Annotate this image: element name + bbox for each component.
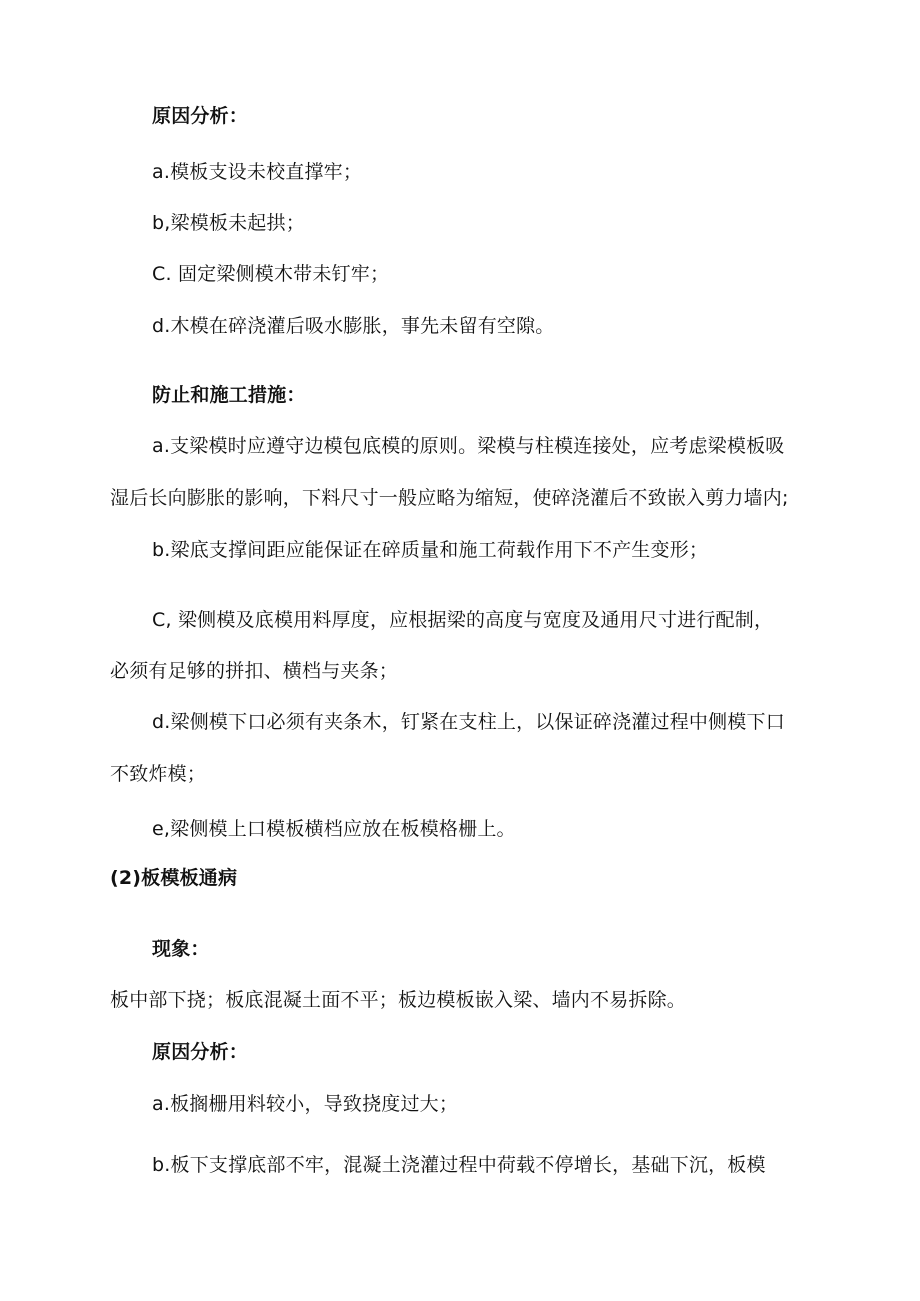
cause-item-b: b,梁模板未起拱； [152,212,305,234]
measure-item-c-line2: 必须有足够的拼扣、横档与夹条； [110,660,399,682]
section-heading-phenomenon: 现象： [152,938,210,960]
section-heading-slab-formwork: (2)板模板通病 [110,867,238,889]
phenomenon-text: 板中部下挠；板底混凝土面不平；板边模板嵌入梁、墙内不易拆除。 [110,989,687,1011]
measure-item-d-line1: d.梁侧模下口必须有夹条木，钉紧在支柱上，以保证碎浇灌过程中侧模下口 [152,711,785,733]
measure-item-c-line1: C, 梁侧模及底模用料厚度，应根据梁的高度与宽度及通用尺寸进行配制， [152,609,774,631]
measure-item-d-line2: 不致炸模； [110,763,207,785]
section-heading-cause-analysis: 原因分析： [152,105,249,127]
cause-item-d: d.木模在碎浇灌后吸水膨胀，事先未留有空隙。 [152,315,555,337]
cause-item-a: a.模板支设未校直撑牢； [152,161,363,183]
measure-item-b: b.梁底支撑间距应能保证在碎质量和施工荷载作用下不产生变形； [152,539,709,561]
measure-item-e: e,梁侧模上口模板横档应放在板模格栅上。 [152,818,516,840]
section-heading-cause-analysis-2: 原因分析： [152,1041,249,1063]
cause2-item-b: b.板下支撑底部不牢，混凝土浇灌过程中荷载不停增长，基础下沉，板模 [152,1154,766,1176]
cause-item-c: C. 固定梁侧模木带未钉牢； [152,263,390,285]
measure-item-a-line1: a.支梁模时应遵守边模包底模的原则。梁模与柱模连接处，应考虑梁模板吸 [152,435,785,457]
measure-item-a-line2: 湿后长向膨胀的影响，下料尺寸一般应略为缩短，使碎浇灌后不致嵌入剪力墙内; [110,487,789,509]
section-heading-prevention: 防止和施工措施： [152,384,306,406]
cause2-item-a: a.板搁栅用料较小，导致挠度过大； [152,1093,459,1115]
